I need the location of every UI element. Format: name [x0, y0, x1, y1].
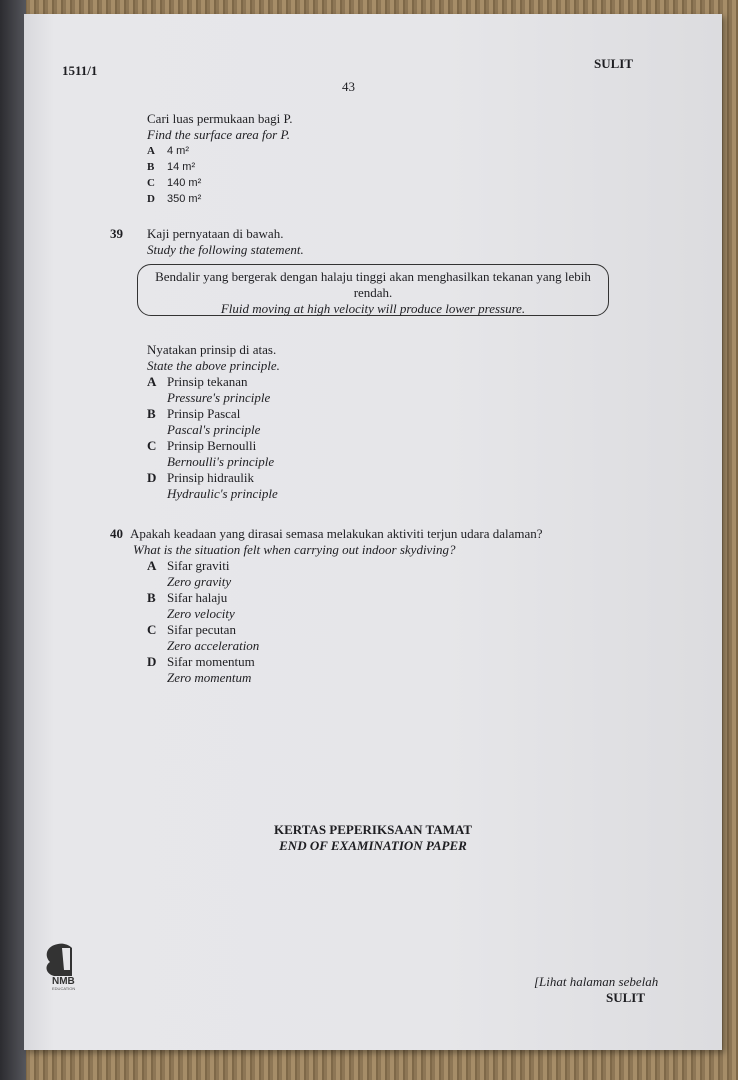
option-d: [147, 191, 293, 207]
question-39-number: 39: [110, 226, 123, 241]
prompt-ms: Apakah keadaan yang dirasai semasa melakukan aktiviti terjun udara dalaman?: [130, 526, 543, 541]
option-letter: D: [147, 470, 157, 485]
svg-text:NMB: NMB: [52, 976, 75, 987]
end-of-paper: [24, 822, 722, 854]
option-letter: D: [147, 193, 155, 205]
svg-text:EDUCATION: EDUCATION: [52, 986, 76, 991]
option-letter: C: [147, 438, 157, 453]
option-en: Hydraulic's principle: [167, 486, 278, 501]
option-ms: Sifar graviti: [167, 558, 230, 573]
option-letter: A: [147, 558, 157, 573]
option-letter: C: [147, 622, 157, 637]
option-ms: Prinsip Bernoulli: [167, 438, 257, 453]
option-en: Bernoulli's principle: [167, 454, 275, 469]
option-a: [147, 374, 280, 406]
option-letter: C: [147, 177, 155, 189]
option-en: Zero velocity: [167, 606, 235, 621]
option-c: [147, 438, 280, 470]
option-text: 350 m²: [167, 193, 202, 205]
question-39: [147, 226, 304, 258]
option-letter: D: [147, 654, 157, 669]
option-ms: Prinsip Pascal: [167, 406, 241, 421]
option-b: [147, 406, 280, 438]
question-40-number: 40: [110, 526, 123, 541]
option-letter: B: [147, 590, 156, 605]
end-en: END OF EXAMINATION PAPER: [279, 838, 467, 853]
option-text: 14 m²: [167, 161, 196, 173]
statement-ms: Bendalir yang bergerak dengan halaju tinggi akan menghasilkan tekanan yang lebih rendah.: [155, 269, 591, 300]
option-a: [147, 143, 293, 159]
option-en: Zero momentum: [167, 670, 252, 685]
ask-ms: Nyatakan prinsip di atas.: [147, 342, 277, 357]
question-38-tail: [147, 111, 293, 207]
next-page-note: [Lihat halaman sebelah: [534, 974, 659, 989]
option-d: [147, 470, 280, 502]
book-spine: [0, 0, 26, 1080]
option-en: Zero acceleration: [167, 638, 260, 653]
statement-box: [137, 264, 609, 316]
option-en: Zero gravity: [167, 574, 232, 589]
option-en: Pascal's principle: [167, 422, 261, 437]
option-ms: Sifar halaju: [167, 590, 228, 605]
statement-en: Fluid moving at high velocity will produce lower pressure.: [220, 301, 526, 316]
option-letter: B: [147, 161, 155, 173]
option-b: [147, 590, 543, 622]
end-ms: KERTAS PEPERIKSAAN TAMAT: [274, 822, 472, 837]
option-en: Pressure's principle: [167, 390, 271, 405]
prompt-ms: Cari luas permukaan bagi P.: [147, 111, 293, 126]
option-d: [147, 654, 543, 686]
page-number: 43: [342, 79, 355, 94]
classification-top: SULIT: [594, 56, 634, 71]
prompt-en: Study the following statement.: [147, 242, 304, 257]
option-ms: Sifar pecutan: [167, 622, 236, 637]
option-c: [147, 175, 293, 191]
question-40: [130, 526, 543, 686]
prompt-en: Find the surface area for P.: [147, 127, 290, 142]
paper-code: 1511/1: [62, 63, 98, 78]
exam-page: [24, 14, 722, 1050]
option-ms: Sifar momentum: [167, 654, 255, 669]
option-b: [147, 159, 293, 175]
prompt-en: What is the situation felt when carrying out indoor skydiving?: [133, 542, 456, 557]
prompt-ms: Kaji pernyataan di bawah.: [147, 226, 284, 241]
option-letter: A: [147, 145, 155, 157]
ask-en: State the above principle.: [147, 358, 280, 373]
option-a: [147, 558, 543, 590]
option-letter: B: [147, 406, 156, 421]
option-text: 4 m²: [167, 145, 189, 157]
option-letter: A: [147, 374, 157, 389]
question-39-options: [147, 342, 280, 502]
option-ms: Prinsip hidraulik: [167, 470, 255, 485]
option-c: [147, 622, 543, 654]
option-ms: Prinsip tekanan: [167, 374, 248, 389]
publisher-logo: [42, 942, 82, 994]
classification-bottom: SULIT: [606, 990, 646, 1005]
option-text: 140 m²: [167, 177, 202, 189]
